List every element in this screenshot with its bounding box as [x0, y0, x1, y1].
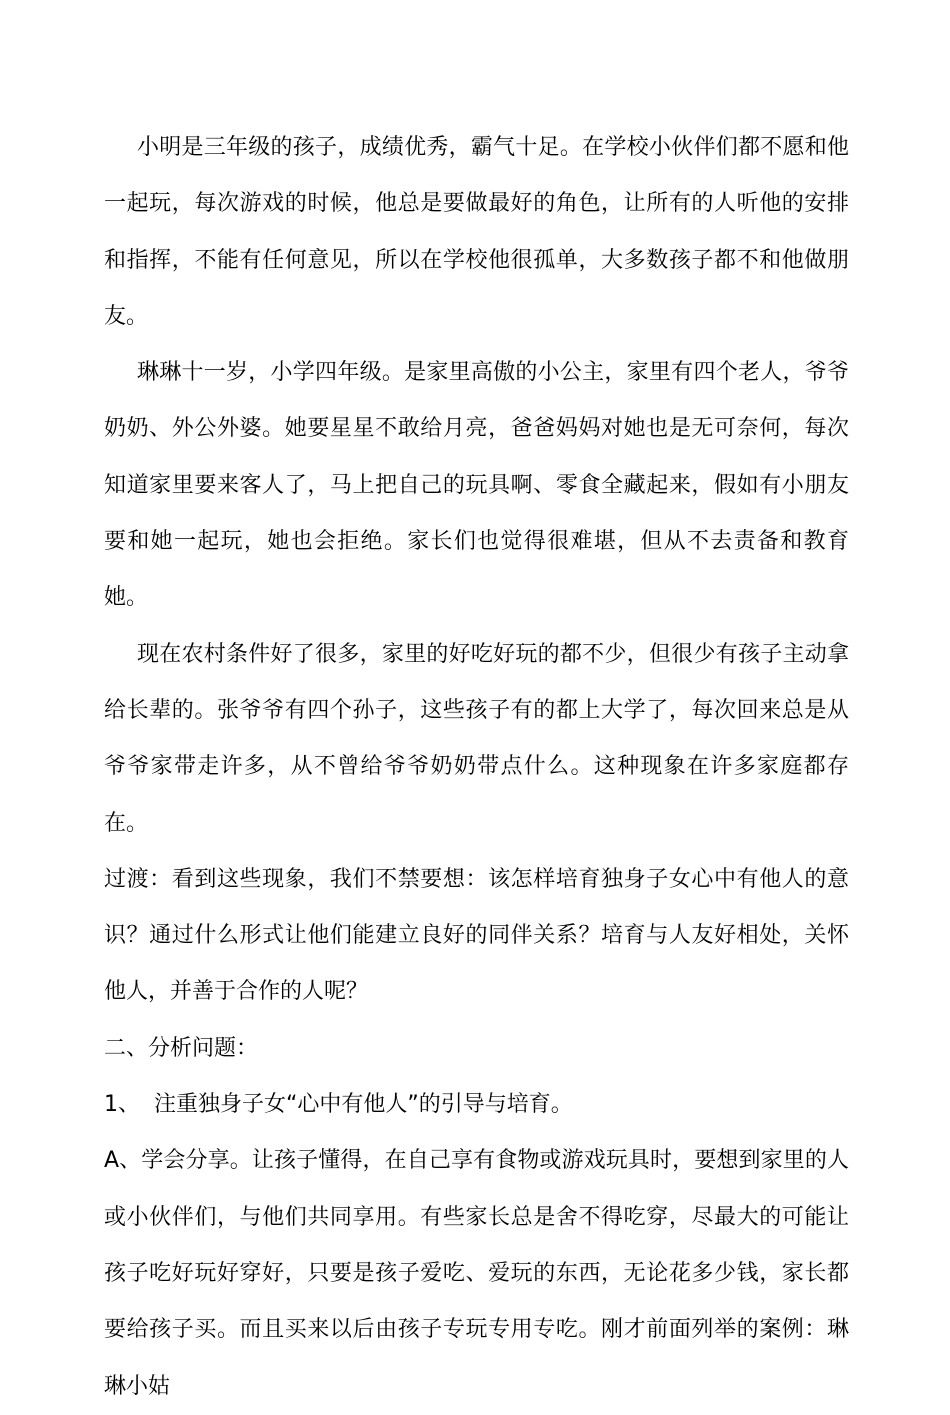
paragraph-xiaoming: 小明是三年级的孩子，成绩优秀，霸气十足。在学校小伙伴们都不愿和他一起玩，每次游戏的时候，他总是要做最好的角色，让所有的人听他的安排和指挥，不能有任何意见，所以在学校他很孤单，大多数孩子都不和他做朋友。: [104, 135, 849, 329]
paragraph-transition: 过渡：看到这些现象，我们不禁要想：该怎样培育独身子女心中有他人的意识？通过什么形式让他们能建立良好的同伴关系？培育与人友好相处，关怀他人，并善于合作的人呢？: [104, 866, 849, 1005]
body-text: [104, 120, 849, 1415]
list-item-1: 1、 注重独身子女“心中有他人”的引导与培育。: [104, 1092, 573, 1118]
section-heading-analysis: 二、分析问题：: [104, 1035, 259, 1061]
paragraph-linlin: 琳琳十一岁，小学四年级。是家里高傲的小公主，家里有四个老人，爷爷奶奶、外公外婆。她要星星不敢给月亮，爸爸妈妈对她也是无可奈何，每次知道家里要来客人了，马上把自己的玩具啊、零食全藏起来，假如有小朋友要和她一起玩，她也会拒绝。家长们也觉得很难堪，但从不去责备和教育她。: [104, 360, 849, 611]
paragraph-sharing: A、学会分享。让孩子懂得，在自己享有食物或游戏玩具时，要想到家里的人或小伙伴们，与他们共同享用。有些家长总是舍不得吃穿，尽最大的可能让孩子吃好玩好穿好，只要是孩子爱吃、爱玩的东西，无论花多少钱，家长都要给孩子买。而且买来以后由孩子专玩专用专吃。刚才前面列举的案例：琳琳小姑: [104, 1148, 849, 1399]
paragraph-rural: 现在农村条件好了很多，家里的好吃好玩的都不少，但很少有孩子主动拿给长辈的。张爷爷有四个孙子，这些孩子有的都上大学了，每次回来总是从爷爷家带走许多，从不曾给爷爷奶奶带点什么。这种现象在许多家庭都存在。: [104, 641, 849, 836]
